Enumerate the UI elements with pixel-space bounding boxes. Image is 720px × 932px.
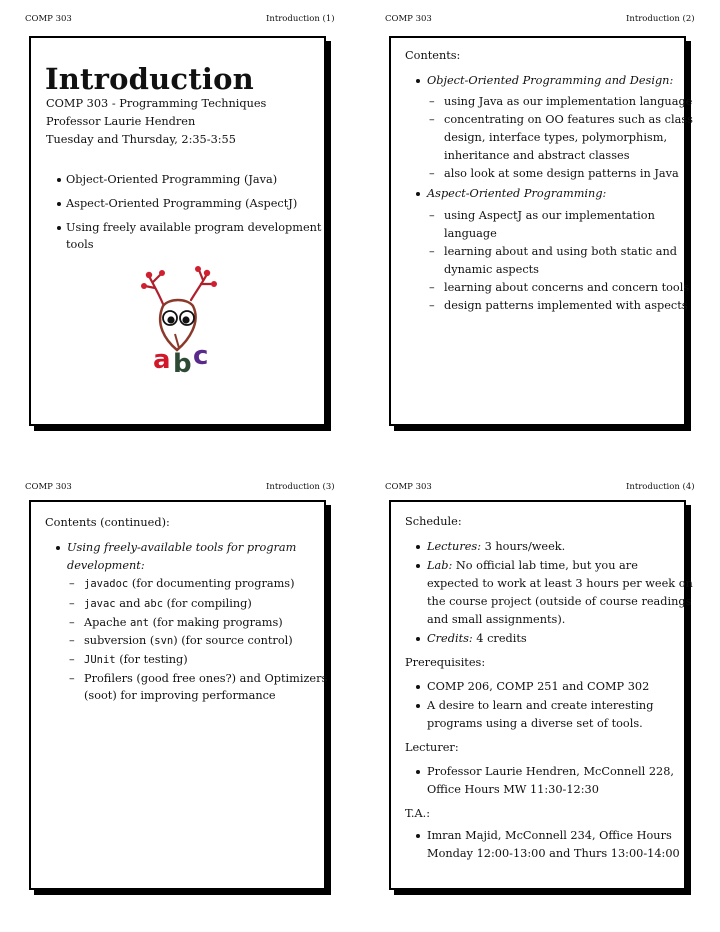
instructor: Professor Laurie Hendren [46,115,196,128]
code-javac: javac [84,598,116,610]
page3-label: Introduction (3) [266,482,335,492]
dash-icon: – [429,113,435,126]
tool-desc: ) (for source control) [173,634,293,647]
list-item [84,635,293,647]
list-item-continued: and small assignments). [427,613,566,626]
slide-2 [389,36,693,426]
page3-course: COMP 303 [25,482,72,492]
bullet-icon [56,546,60,550]
bullet-icon [57,226,61,230]
list-item-continued: design, interface types, polymorphism, [444,131,668,144]
slide-3 [29,500,326,890]
list-item-continued: programs using a diverse set of tools. [427,717,643,730]
list-item [84,654,188,666]
slide-title: Introduction [45,62,254,96]
oo-heading: Object-Oriented Programming and Design: [427,74,674,87]
list-item [84,598,252,610]
logo-letter-c: c [193,341,209,371]
bullet-icon [416,564,420,568]
page2-course: COMP 303 [385,14,432,24]
aop-heading: Aspect-Oriented Programming: [427,187,607,200]
tool-desc: (for compiling) [163,597,252,610]
schedule-heading: Schedule: [405,515,462,528]
bullet-icon [416,192,420,196]
contents-continued-heading: Contents (continued): [45,516,170,529]
page1-course: COMP 303 [25,14,72,24]
prerequisites-heading: Prerequisites: [405,656,486,669]
code-svn: svn [154,635,174,647]
course-subtitle: COMP 303 - Programming Techniques [46,97,267,110]
list-item [84,578,295,590]
list-item: Aspect-Oriented Programming (AspectJ) [66,197,298,210]
list-item: learning about concerns and concern tools [444,281,690,294]
list-item: design patterns implemented with aspects [444,299,688,312]
list-item: Profilers (good free ones?) and Optimizers [84,672,328,685]
lectures-value: 3 hours/week. [481,540,566,553]
dash-icon: – [429,245,435,258]
credits-value: 4 credits [472,632,527,645]
dash-icon: – [69,653,75,666]
dash-icon: – [429,167,435,180]
dash-icon: – [69,597,75,610]
tool-prefix: Apache [84,616,131,629]
list-item: using Java as our implementation language [444,95,693,108]
page1-label: Introduction (1) [266,14,335,24]
dash-icon: – [69,672,75,685]
list-item: A desire to learn and create interesting [427,699,654,712]
slide-1 [29,36,326,426]
list-item-continued: expected to work at least 3 hours per week on [427,577,693,590]
code-ant: ant [130,617,149,629]
list-item-continued: the course project (outside of course readings [427,595,692,608]
bullet-icon [416,545,420,549]
slide-4 [389,500,693,890]
list-item-continued: dynamic aspects [444,263,539,276]
bullet-icon [416,637,420,641]
ta-heading: T.A.: [405,807,431,820]
contents-heading: Contents: [405,49,461,62]
list-item: Professor Laurie Hendren, McConnell 228, [427,765,674,778]
page4-label: Introduction (4) [626,482,695,492]
bullet-icon [57,202,61,206]
logo-letter-a: a [153,345,171,374]
code-abc: abc [144,598,164,610]
dash-icon: – [69,616,75,629]
bullet-icon [57,178,61,182]
list-item: Object-Oriented Programming (Java) [66,173,278,186]
abc-logo-icon [141,264,221,374]
list-item [427,560,638,571]
list-item-continued: language [444,227,497,240]
list-item [427,633,527,644]
list-item: Imran Majid, McConnell 234, Office Hours [427,829,672,842]
dash-icon: – [429,95,435,108]
lab-value: No official lab time, but you are [452,559,638,572]
tool-desc: (for making programs) [148,616,283,629]
list-item: learning about and using both static and [444,245,678,258]
dash-icon: – [429,299,435,312]
list-item-continued: Office Hours MW 11:30-12:30 [427,783,599,796]
list-item [427,541,565,552]
list-item-continued: (soot) for improving performance [84,689,276,702]
tools-heading-continued: development: [67,559,145,572]
tool-desc: (for testing) [115,653,188,666]
list-item: concentrating on OO features such as class [444,113,693,126]
logo-letter-b: b [173,349,192,374]
list-item: COMP 206, COMP 251 and COMP 302 [427,680,650,693]
list-item-continued: inheritance and abstract classes [444,149,630,162]
list-item-continued: Monday 12:00-13:00 and Thurs 13:00-14:00 [427,847,680,860]
lecturer-heading: Lecturer: [405,741,459,754]
code-junit: JUnit [84,654,116,666]
list-item-continued: tools [66,238,94,251]
bullet-icon [416,685,420,689]
lectures-label: Lectures: [427,540,482,553]
credits-label: Credits: [427,632,473,645]
dash-icon: – [69,634,75,647]
tools-heading: Using freely-available tools for program [67,541,297,554]
tool-conj: and [115,597,145,610]
page2-label: Introduction (2) [626,14,695,24]
list-item: also look at some design patterns in Java [444,167,679,180]
code-javadoc: javadoc [84,578,129,590]
dash-icon: – [429,281,435,294]
page4-course: COMP 303 [385,482,432,492]
bullet-icon [416,770,420,774]
lab-label: Lab: [427,559,453,572]
list-item [84,617,283,629]
tool-prefix: subversion ( [84,634,155,647]
meeting-time: Tuesday and Thursday, 2:35-3:55 [46,133,236,146]
bullet-icon [416,704,420,708]
bullet-icon [416,79,420,83]
bullet-icon [416,834,420,838]
list-item: using AspectJ as our implementation [444,209,655,222]
tool-desc: (for documenting programs) [128,577,295,590]
list-item: Using freely available program development [66,221,322,234]
dash-icon: – [69,577,75,590]
dash-icon: – [429,209,435,222]
